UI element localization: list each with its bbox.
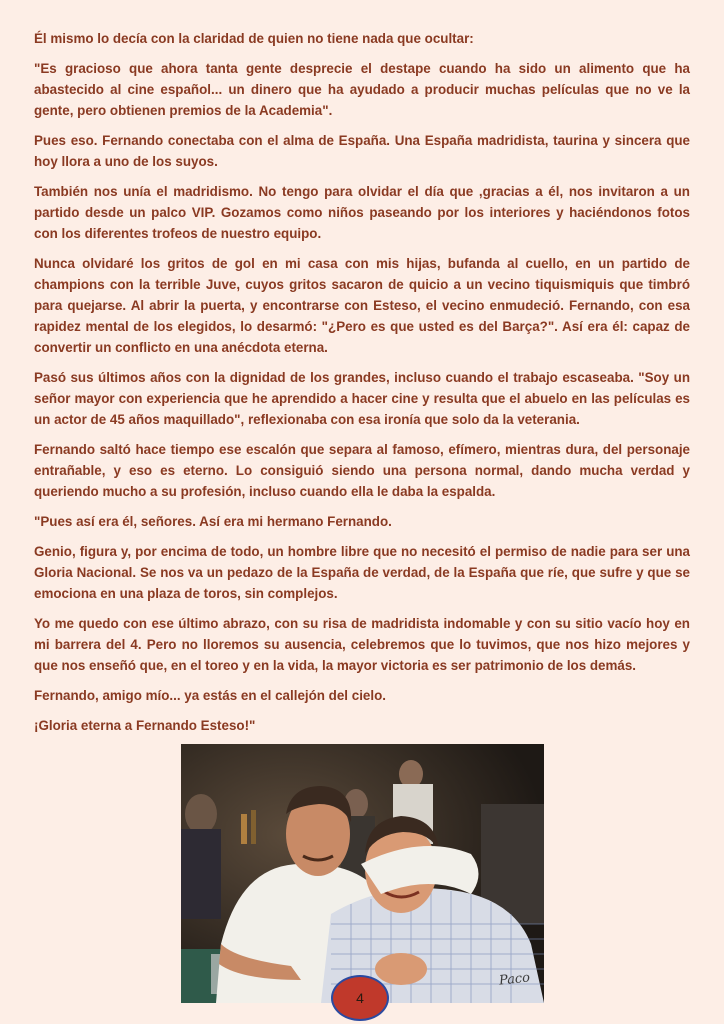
paragraph-gritos-de-gol: Nunca olvidaré los gritos de gol en mi casa con mis hijas, bufanda al cuello, en un partido de champions con la terrible Juve, cuyos gritos sacaron de quicio a un vecino tiquismiquis que timbró para quejarse. Al abrir la puerta, y encontrarse con Esteso, el vecino enmudeció. Fernando, con esa rapidez mental de los elegidos, lo desarmó: "¿Pero es que usted es del Barça?". Así era él: capaz de convertir un conflicto en una anécdota eterna. bbox=[34, 256, 690, 355]
paragraph-escalon: Fernando saltó hace tiempo ese escalón que separa al famoso, efímero, mientras dura, del personaje entrañable, y eso es eterno. Lo consiguió siendo una persona normal, dando mucha verdad y queriendo mucho a su profesión, incluso cuando ella le daba la espalda. bbox=[34, 442, 690, 499]
paragraph-intro: Él mismo lo decía con la claridad de quien no tiene nada que ocultar: bbox=[34, 31, 474, 46]
paragraph-quote-destape: "Es gracioso que ahora tanta gente desprecie el destape cuando ha sido un alimento que ha abastecido al cine español... un dinero que ha ayudado a producir muchas películas que no ve la gente, pero obtienen premios de la Academia". bbox=[34, 61, 690, 118]
article-body bbox=[34, 28, 690, 745]
paragraph-genio-figura: Genio, figura y, por encima de todo, un hombre libre que no necesitó el permiso de nadie para ser una Gloria Nacional. Se nos va un pedazo de la España de verdad, de la España que ríe, que sufre y que se emociona en una plaza de toros, sin complejos. bbox=[34, 544, 690, 601]
paragraph-madridismo: También nos unía el madridismo. No tengo para olvidar el día que ,gracias a él, nos invitaron a un partido desde un palco VIP. Gozamos como niños paseando por los interiores y haciéndonos fotos con los diferentes trofeos de nuestro equipo. bbox=[34, 184, 690, 241]
paragraph-ultimos-anos: Pasó sus últimos años con la dignidad de los grandes, incluso cuando el trabajo escaseaba. "Soy un señor mayor con experiencia que he aprendido a hacer cine y resulta que el abuelo en las películas es un actor de 45 años maquillado", reflexionaba con esa ironía que solo da la veterania. bbox=[34, 370, 690, 427]
photo-illustration bbox=[181, 744, 544, 1003]
paragraph-ultimo-abrazo: Yo me quedo con ese último abrazo, con su risa de madridista indomable y con su sitio vacío hoy en mi barrera del 4. Pero no lloremos su ausencia, celebremos que lo tuvimos, que nos hizo mejores y que nos enseñó que, en el toreo y en la vida, la mayor victoria es ser patrimonio de los demás. bbox=[34, 616, 690, 673]
paragraph-gloria-eterna: ¡Gloria eterna a Fernando Esteso!" bbox=[34, 718, 256, 733]
photo-two-men-embracing bbox=[181, 744, 544, 1003]
paragraph-hermano: "Pues así era él, señores. Así era mi hermano Fernando. bbox=[34, 514, 392, 529]
paragraph-callejon: Fernando, amigo mío... ya estás en el callejón del cielo. bbox=[34, 688, 386, 703]
page-number-badge: 4 bbox=[331, 975, 389, 1021]
paragraph-alma-de-espana: Pues eso. Fernando conectaba con el alma de España. Una España madridista, taurina y sincera que hoy llora a uno de los suyos. bbox=[34, 133, 690, 169]
photo-signature: Paco bbox=[498, 970, 531, 989]
